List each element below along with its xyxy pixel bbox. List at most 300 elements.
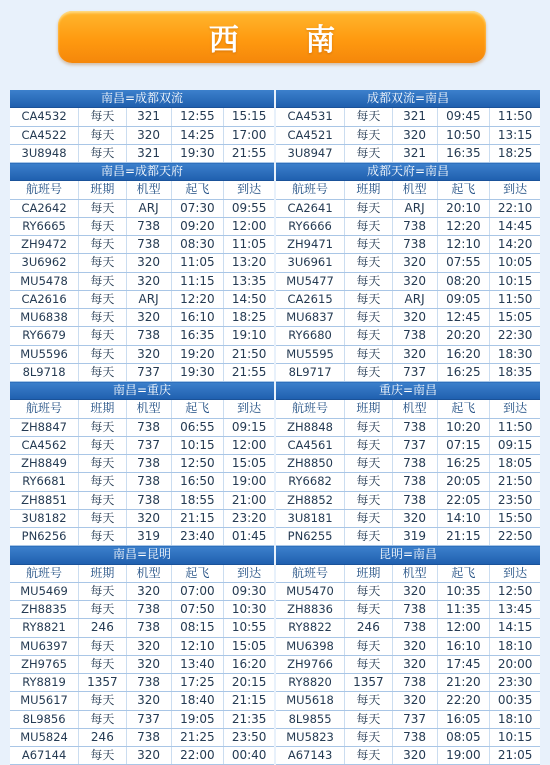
departure-time: 22:05 bbox=[437, 491, 490, 509]
arrival-time: 18:30 bbox=[490, 345, 540, 363]
departure-time: 09:45 bbox=[437, 108, 490, 126]
schedule-days: 每天 bbox=[345, 528, 393, 546]
arrival-time: 23:50 bbox=[224, 728, 274, 746]
schedule-days: 每天 bbox=[345, 637, 393, 655]
column-header: 机型 bbox=[126, 400, 171, 418]
aircraft-type: 738 bbox=[126, 217, 171, 235]
flight-row bbox=[276, 144, 540, 162]
column-header: 起飞 bbox=[437, 564, 490, 582]
departure-time: 16:05 bbox=[437, 710, 490, 728]
arrival-time: 15:05 bbox=[490, 309, 540, 327]
flight-number: MU5617 bbox=[10, 692, 79, 710]
schedule-days: 每天 bbox=[345, 254, 393, 272]
aircraft-type: 738 bbox=[392, 327, 437, 345]
column-header: 到达 bbox=[224, 564, 274, 582]
schedule-days: 每天 bbox=[79, 692, 127, 710]
aircraft-type: 320 bbox=[392, 309, 437, 327]
schedule-days: 每天 bbox=[345, 217, 393, 235]
aircraft-type: 320 bbox=[126, 637, 171, 655]
departure-time: 09:20 bbox=[171, 217, 224, 235]
departure-time: 16:20 bbox=[437, 345, 490, 363]
aircraft-type: 320 bbox=[126, 747, 171, 765]
flight-number: ZH8850 bbox=[276, 455, 345, 473]
schedule-days: 每天 bbox=[79, 327, 127, 345]
column-header: 起飞 bbox=[171, 181, 224, 199]
aircraft-type: 737 bbox=[126, 710, 171, 728]
flight-number: 3U6961 bbox=[276, 254, 345, 272]
aircraft-type: 320 bbox=[126, 655, 171, 673]
column-header: 班期 bbox=[79, 181, 127, 199]
schedule-days: 每天 bbox=[79, 473, 127, 491]
route-section-header bbox=[276, 163, 540, 181]
flight-number: RY8820 bbox=[276, 674, 345, 692]
aircraft-type: ARJ bbox=[392, 290, 437, 308]
column-header: 机型 bbox=[126, 564, 171, 582]
column-header: 航班号 bbox=[276, 400, 345, 418]
arrival-time: 00:40 bbox=[224, 747, 274, 765]
column-header: 机型 bbox=[392, 400, 437, 418]
right-column bbox=[276, 90, 540, 765]
arrival-time: 16:20 bbox=[224, 655, 274, 673]
departure-time: 12:55 bbox=[171, 108, 224, 126]
schedule-days: 每天 bbox=[79, 528, 127, 546]
flight-row bbox=[276, 692, 540, 710]
arrival-time: 23:50 bbox=[490, 491, 540, 509]
flight-number: MU5595 bbox=[276, 345, 345, 363]
flight-row bbox=[276, 309, 540, 327]
flight-number: 3U8181 bbox=[276, 509, 345, 527]
aircraft-type: 738 bbox=[126, 418, 171, 436]
departure-time: 21:25 bbox=[171, 728, 224, 746]
arrival-time: 21:50 bbox=[224, 345, 274, 363]
flight-row bbox=[10, 491, 274, 509]
flight-number: ZH8836 bbox=[276, 601, 345, 619]
arrival-time: 18:35 bbox=[490, 363, 540, 381]
arrival-time: 21:00 bbox=[224, 491, 274, 509]
arrival-time: 11:05 bbox=[224, 236, 274, 254]
region-title: 西 南 bbox=[208, 23, 364, 58]
flight-number: MU5478 bbox=[10, 272, 79, 290]
flight-row bbox=[276, 345, 540, 363]
flight-number: ZH8848 bbox=[276, 418, 345, 436]
column-header: 到达 bbox=[490, 564, 540, 582]
schedule-days: 每天 bbox=[345, 710, 393, 728]
flight-row bbox=[10, 619, 274, 637]
aircraft-type: 738 bbox=[392, 728, 437, 746]
flight-number: 8L9718 bbox=[10, 363, 79, 381]
flight-row bbox=[276, 473, 540, 491]
route-title: 南昌=昆明 bbox=[10, 546, 274, 564]
schedule-table-left bbox=[10, 90, 274, 765]
departure-time: 20:05 bbox=[437, 473, 490, 491]
route-title: 重庆=南昌 bbox=[276, 382, 540, 400]
flight-row bbox=[276, 710, 540, 728]
departure-time: 12:00 bbox=[437, 619, 490, 637]
arrival-time: 00:35 bbox=[490, 692, 540, 710]
arrival-time: 17:00 bbox=[224, 126, 274, 144]
flight-row bbox=[276, 436, 540, 454]
flight-row bbox=[276, 491, 540, 509]
departure-time: 22:20 bbox=[437, 692, 490, 710]
schedule-days: 每天 bbox=[345, 327, 393, 345]
flight-number: CA4532 bbox=[10, 108, 79, 126]
schedule-days: 每天 bbox=[345, 309, 393, 327]
aircraft-type: 737 bbox=[126, 363, 171, 381]
flight-row bbox=[10, 747, 274, 765]
departure-time: 07:55 bbox=[437, 254, 490, 272]
column-header-row bbox=[10, 181, 274, 199]
flight-number: MU6837 bbox=[276, 309, 345, 327]
arrival-time: 19:00 bbox=[224, 473, 274, 491]
departure-time: 12:50 bbox=[171, 455, 224, 473]
aircraft-type: 738 bbox=[392, 674, 437, 692]
schedule-days: 每天 bbox=[345, 436, 393, 454]
column-header: 班期 bbox=[79, 400, 127, 418]
flight-number: CA4562 bbox=[10, 436, 79, 454]
aircraft-type: 320 bbox=[392, 655, 437, 673]
flight-number: 3U6962 bbox=[10, 254, 79, 272]
schedule-days: 每天 bbox=[345, 290, 393, 308]
departure-time: 11:05 bbox=[171, 254, 224, 272]
route-title: 南昌=重庆 bbox=[10, 382, 274, 400]
arrival-time: 15:05 bbox=[224, 455, 274, 473]
schedule-days: 每天 bbox=[345, 363, 393, 381]
arrival-time: 13:15 bbox=[490, 126, 540, 144]
flight-number: CA2615 bbox=[276, 290, 345, 308]
flight-row bbox=[10, 473, 274, 491]
schedule-days: 每天 bbox=[79, 254, 127, 272]
schedule-days: 每天 bbox=[79, 217, 127, 235]
arrival-time: 21:15 bbox=[224, 692, 274, 710]
route-title: 昆明=南昌 bbox=[276, 546, 540, 564]
schedule-days: 1357 bbox=[345, 674, 393, 692]
arrival-time: 15:50 bbox=[490, 509, 540, 527]
flight-number: ZH8852 bbox=[276, 491, 345, 509]
schedule-days: 每天 bbox=[345, 728, 393, 746]
flight-number: ZH9472 bbox=[10, 236, 79, 254]
column-header: 航班号 bbox=[10, 400, 79, 418]
flight-number: MU5469 bbox=[10, 582, 79, 600]
arrival-time: 15:15 bbox=[224, 108, 274, 126]
column-header: 起飞 bbox=[171, 564, 224, 582]
flight-number: 3U8182 bbox=[10, 509, 79, 527]
flight-row bbox=[10, 309, 274, 327]
departure-time: 16:25 bbox=[437, 363, 490, 381]
aircraft-type: 320 bbox=[126, 254, 171, 272]
schedule-days: 每天 bbox=[345, 601, 393, 619]
aircraft-type: 737 bbox=[126, 436, 171, 454]
column-header: 班期 bbox=[345, 564, 393, 582]
departure-time: 08:05 bbox=[437, 728, 490, 746]
flight-number: 3U8948 bbox=[10, 144, 79, 162]
arrival-time: 10:15 bbox=[490, 272, 540, 290]
flight-row bbox=[10, 528, 274, 546]
column-header-row bbox=[10, 400, 274, 418]
schedule-days: 246 bbox=[79, 728, 127, 746]
departure-time: 21:20 bbox=[437, 674, 490, 692]
departure-time: 12:45 bbox=[437, 309, 490, 327]
flight-number: ZH9471 bbox=[276, 236, 345, 254]
flight-row bbox=[276, 582, 540, 600]
aircraft-type: 320 bbox=[392, 254, 437, 272]
schedule-days: 每天 bbox=[345, 455, 393, 473]
departure-time: 13:40 bbox=[171, 655, 224, 673]
schedule-days: 每天 bbox=[345, 126, 393, 144]
column-header-row bbox=[10, 564, 274, 582]
column-header: 到达 bbox=[224, 400, 274, 418]
arrival-time: 01:45 bbox=[224, 528, 274, 546]
flight-row bbox=[276, 363, 540, 381]
left-column bbox=[10, 90, 274, 765]
arrival-time: 12:50 bbox=[490, 582, 540, 600]
schedule-days: 每天 bbox=[345, 418, 393, 436]
arrival-time: 12:00 bbox=[224, 217, 274, 235]
aircraft-type: 319 bbox=[392, 528, 437, 546]
flight-number: RY6679 bbox=[10, 327, 79, 345]
column-header: 到达 bbox=[490, 400, 540, 418]
aircraft-type: 738 bbox=[126, 619, 171, 637]
arrival-time: 18:10 bbox=[490, 637, 540, 655]
departure-time: 18:40 bbox=[171, 692, 224, 710]
aircraft-type: 738 bbox=[392, 236, 437, 254]
schedule-days: 每天 bbox=[79, 272, 127, 290]
arrival-time: 20:15 bbox=[224, 674, 274, 692]
column-header-row bbox=[276, 181, 540, 199]
route-section-header bbox=[10, 382, 274, 400]
arrival-time: 10:05 bbox=[490, 254, 540, 272]
schedule-days: 1357 bbox=[79, 674, 127, 692]
flight-row bbox=[276, 747, 540, 765]
flight-row bbox=[10, 710, 274, 728]
flight-row bbox=[10, 692, 274, 710]
arrival-time: 14:15 bbox=[490, 619, 540, 637]
arrival-time: 23:20 bbox=[224, 509, 274, 527]
route-title: 成都天府=南昌 bbox=[276, 163, 540, 181]
aircraft-type: 320 bbox=[392, 747, 437, 765]
flight-row bbox=[10, 436, 274, 454]
schedule-days: 每天 bbox=[345, 199, 393, 217]
aircraft-type: 737 bbox=[392, 363, 437, 381]
aircraft-type: 738 bbox=[126, 473, 171, 491]
departure-time: 20:20 bbox=[437, 327, 490, 345]
schedule-days: 每天 bbox=[345, 272, 393, 290]
flight-number: RY8821 bbox=[10, 619, 79, 637]
arrival-time: 10:15 bbox=[490, 728, 540, 746]
aircraft-type: 738 bbox=[392, 455, 437, 473]
arrival-time: 11:50 bbox=[490, 418, 540, 436]
departure-time: 14:10 bbox=[437, 509, 490, 527]
departure-time: 19:05 bbox=[171, 710, 224, 728]
flight-row bbox=[276, 619, 540, 637]
arrival-time: 14:50 bbox=[224, 290, 274, 308]
flight-row bbox=[276, 290, 540, 308]
departure-time: 16:35 bbox=[171, 327, 224, 345]
arrival-time: 12:00 bbox=[224, 436, 274, 454]
arrival-time: 10:55 bbox=[224, 619, 274, 637]
departure-time: 21:15 bbox=[171, 509, 224, 527]
departure-time: 08:20 bbox=[437, 272, 490, 290]
schedule-days: 每天 bbox=[79, 363, 127, 381]
schedule-days: 每天 bbox=[79, 345, 127, 363]
flight-row bbox=[276, 236, 540, 254]
flight-number: RY6665 bbox=[10, 217, 79, 235]
departure-time: 14:25 bbox=[171, 126, 224, 144]
aircraft-type: 320 bbox=[126, 345, 171, 363]
flight-number: CA4561 bbox=[276, 436, 345, 454]
aircraft-type: 320 bbox=[392, 637, 437, 655]
schedule-days: 每天 bbox=[345, 345, 393, 363]
aircraft-type: 320 bbox=[392, 509, 437, 527]
schedule-days: 每天 bbox=[79, 710, 127, 728]
flight-row bbox=[276, 254, 540, 272]
aircraft-type: ARJ bbox=[126, 290, 171, 308]
arrival-time: 19:10 bbox=[224, 327, 274, 345]
departure-time: 16:35 bbox=[437, 144, 490, 162]
departure-time: 18:55 bbox=[171, 491, 224, 509]
arrival-time: 21:05 bbox=[490, 747, 540, 765]
flight-row bbox=[10, 126, 274, 144]
schedule-days: 每天 bbox=[345, 655, 393, 673]
flight-number: MU5477 bbox=[276, 272, 345, 290]
departure-time: 22:00 bbox=[171, 747, 224, 765]
departure-time: 12:20 bbox=[437, 217, 490, 235]
arrival-time: 18:10 bbox=[490, 710, 540, 728]
departure-time: 12:10 bbox=[437, 236, 490, 254]
departure-time: 16:10 bbox=[437, 637, 490, 655]
flight-number: MU5618 bbox=[276, 692, 345, 710]
column-header: 机型 bbox=[126, 181, 171, 199]
column-header: 班期 bbox=[345, 400, 393, 418]
route-title: 南昌=成都天府 bbox=[10, 163, 274, 181]
aircraft-type: 320 bbox=[392, 272, 437, 290]
flight-number: ZH8847 bbox=[10, 418, 79, 436]
aircraft-type: ARJ bbox=[126, 199, 171, 217]
arrival-time: 13:45 bbox=[490, 601, 540, 619]
departure-time: 23:40 bbox=[171, 528, 224, 546]
flight-number: PN6255 bbox=[276, 528, 345, 546]
flight-number: CA2642 bbox=[10, 199, 79, 217]
flight-row bbox=[10, 455, 274, 473]
schedule-days: 每天 bbox=[345, 692, 393, 710]
flight-number: ZH8835 bbox=[10, 601, 79, 619]
flight-number: ZH9766 bbox=[276, 655, 345, 673]
flight-row bbox=[10, 254, 274, 272]
departure-time: 10:50 bbox=[437, 126, 490, 144]
departure-time: 19:30 bbox=[171, 363, 224, 381]
column-header: 起飞 bbox=[437, 181, 490, 199]
aircraft-type: 738 bbox=[392, 418, 437, 436]
aircraft-type: 738 bbox=[126, 327, 171, 345]
aircraft-type: 738 bbox=[392, 601, 437, 619]
flight-number: CA4522 bbox=[10, 126, 79, 144]
aircraft-type: 321 bbox=[126, 144, 171, 162]
schedule-days: 每天 bbox=[79, 455, 127, 473]
flight-number: RY8822 bbox=[276, 619, 345, 637]
arrival-time: 14:45 bbox=[490, 217, 540, 235]
column-header: 起飞 bbox=[437, 400, 490, 418]
aircraft-type: 738 bbox=[126, 236, 171, 254]
schedule-days: 每天 bbox=[79, 655, 127, 673]
route-section-header bbox=[276, 546, 540, 564]
flight-row bbox=[10, 728, 274, 746]
column-header-row bbox=[276, 400, 540, 418]
aircraft-type: 320 bbox=[126, 272, 171, 290]
column-header-row bbox=[276, 564, 540, 582]
schedule-days: 每天 bbox=[345, 491, 393, 509]
flight-number: MU5470 bbox=[276, 582, 345, 600]
arrival-time: 13:20 bbox=[224, 254, 274, 272]
departure-time: 07:15 bbox=[437, 436, 490, 454]
aircraft-type: 320 bbox=[392, 126, 437, 144]
flight-number: CA2641 bbox=[276, 199, 345, 217]
arrival-time: 18:05 bbox=[490, 455, 540, 473]
departure-time: 20:10 bbox=[437, 199, 490, 217]
departure-time: 08:30 bbox=[171, 236, 224, 254]
flight-row bbox=[276, 528, 540, 546]
flight-number: MU5823 bbox=[276, 728, 345, 746]
flight-number: RY6682 bbox=[276, 473, 345, 491]
route-section-header bbox=[10, 163, 274, 181]
flight-number: CA4531 bbox=[276, 108, 345, 126]
schedule-days: 每天 bbox=[79, 491, 127, 509]
schedule-days: 每天 bbox=[345, 473, 393, 491]
schedule-days: 每天 bbox=[79, 144, 127, 162]
flight-number: 3U8947 bbox=[276, 144, 345, 162]
flight-number: ZH9765 bbox=[10, 655, 79, 673]
arrival-time: 15:05 bbox=[224, 637, 274, 655]
flight-number: RY6666 bbox=[276, 217, 345, 235]
aircraft-type: 321 bbox=[126, 108, 171, 126]
route-title: 成都双流=南昌 bbox=[276, 90, 540, 108]
aircraft-type: 738 bbox=[392, 473, 437, 491]
flight-row bbox=[10, 144, 274, 162]
flight-number: CA4521 bbox=[276, 126, 345, 144]
arrival-time: 21:35 bbox=[224, 710, 274, 728]
schedule-days: 每天 bbox=[79, 582, 127, 600]
aircraft-type: 320 bbox=[126, 509, 171, 527]
departure-time: 09:05 bbox=[437, 290, 490, 308]
aircraft-type: 321 bbox=[392, 144, 437, 162]
arrival-time: 18:25 bbox=[224, 309, 274, 327]
column-header: 班期 bbox=[79, 564, 127, 582]
flight-number: 8L9855 bbox=[276, 710, 345, 728]
aircraft-type: 320 bbox=[392, 582, 437, 600]
schedule-days: 每天 bbox=[79, 418, 127, 436]
flight-number: MU5596 bbox=[10, 345, 79, 363]
flight-number: A67143 bbox=[276, 747, 345, 765]
schedule-days: 每天 bbox=[79, 126, 127, 144]
flight-row bbox=[10, 217, 274, 235]
schedule-days: 每天 bbox=[79, 108, 127, 126]
flight-row bbox=[276, 728, 540, 746]
arrival-time: 14:20 bbox=[490, 236, 540, 254]
flight-row bbox=[276, 509, 540, 527]
aircraft-type: 738 bbox=[392, 619, 437, 637]
departure-time: 12:20 bbox=[171, 290, 224, 308]
schedule-days: 每天 bbox=[345, 144, 393, 162]
arrival-time: 09:15 bbox=[490, 436, 540, 454]
flight-row bbox=[276, 272, 540, 290]
departure-time: 19:20 bbox=[171, 345, 224, 363]
departure-time: 10:15 bbox=[171, 436, 224, 454]
column-header: 起飞 bbox=[171, 400, 224, 418]
aircraft-type: 738 bbox=[392, 217, 437, 235]
schedule-days: 每天 bbox=[79, 309, 127, 327]
aircraft-type: 738 bbox=[126, 601, 171, 619]
departure-time: 11:35 bbox=[437, 601, 490, 619]
departure-time: 17:25 bbox=[171, 674, 224, 692]
aircraft-type: ARJ bbox=[392, 199, 437, 217]
